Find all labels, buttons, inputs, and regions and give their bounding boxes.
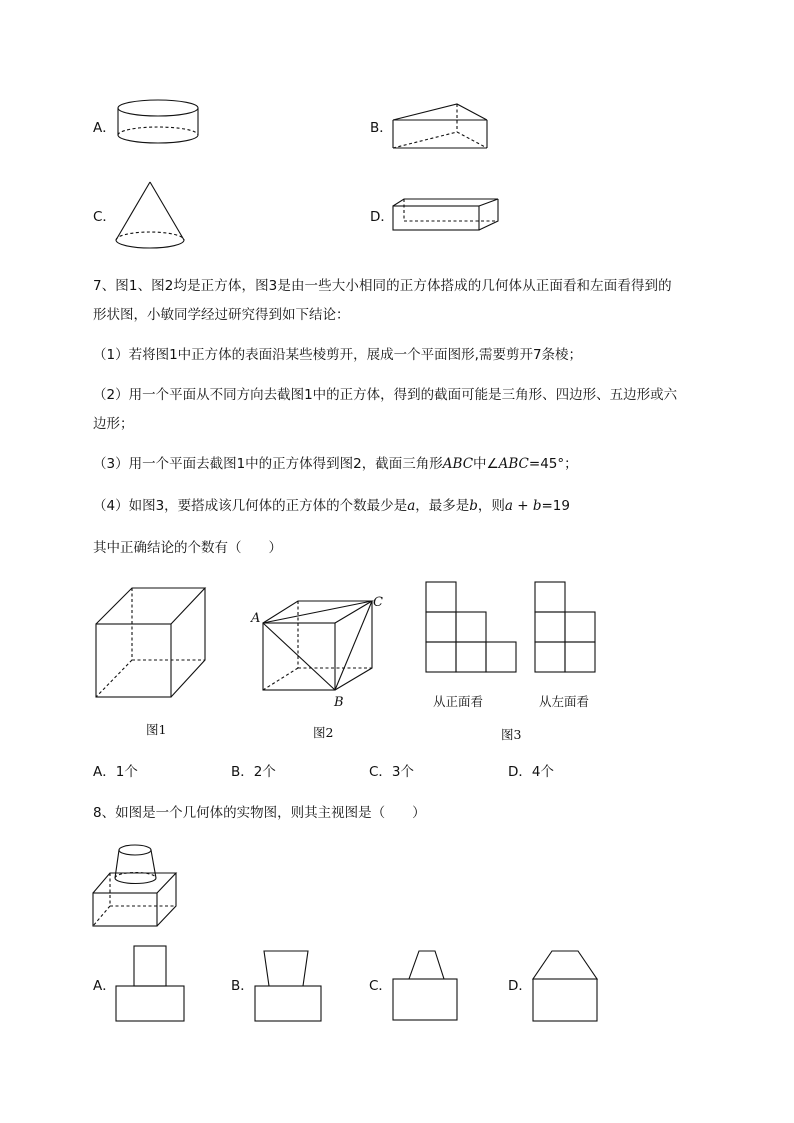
- figure-2-label-c: C: [373, 595, 383, 610]
- q8-question: 8、如图是一个几何体的实物图，则其主视图是（ ）: [93, 805, 426, 821]
- figure-3-front-view: [424, 580, 524, 680]
- figure-2-cube-section: [258, 598, 388, 713]
- q7-option-a: A．1个: [93, 764, 138, 780]
- rectangular-prism-figure: [390, 196, 505, 236]
- q7-intro-line1: 7、图1、图2均是正方体，图3是由一些大小相同的正方体搭成的几何体从正面看和左面看得到的: [93, 278, 672, 294]
- q8-option-a-label: A．: [93, 978, 116, 994]
- q7-statement-1: （1）若将图1中正方体的表面沿某些棱剪开，展成一个平面图形,需要剪开7条棱；: [93, 347, 583, 363]
- q8-option-b-label: B．: [231, 978, 254, 994]
- q6-option-a-label: A．: [93, 120, 116, 136]
- triangular-prism-figure: [390, 100, 500, 155]
- figure-2-label-b: B: [334, 695, 344, 710]
- figure-1-caption: 图1: [146, 722, 167, 737]
- q7-option-d: D．4个: [508, 764, 554, 780]
- q8-option-c-figure: [391, 949, 466, 1024]
- cylinder-figure: [112, 95, 212, 155]
- cone-figure: [112, 178, 202, 253]
- q8-option-b-figure: [252, 949, 327, 1024]
- q7-option-c: C．3个: [369, 764, 415, 780]
- left-view-caption: 从左面看: [539, 694, 590, 709]
- figure-2-caption: 图2: [313, 725, 334, 740]
- q7-statement-2-line2: 边形；: [93, 416, 134, 432]
- q7-option-b: B．2个: [231, 764, 276, 780]
- figure-2-label-a: A: [251, 611, 261, 626]
- q7-statement-2-line1: （2）用一个平面从不同方向去截图1中的正方体，得到的截面可能是三角形、四边形、五边形或六: [93, 387, 678, 403]
- q7-statement-3: （3）用一个平面去截图1中的正方体得到图2，截面三角形ABC中∠ABC=45°；: [93, 456, 578, 472]
- figure-3-left-view: [533, 580, 603, 680]
- q6-option-d-label: D．: [370, 209, 394, 225]
- front-view-caption: 从正面看: [433, 694, 484, 709]
- q8-solid-figure: [90, 840, 190, 932]
- q8-option-d-figure: [530, 949, 605, 1024]
- q7-question: 其中正确结论的个数有（ ）: [93, 540, 282, 556]
- q6-option-c-label: C．: [93, 209, 116, 225]
- q7-intro-line2: 形状图，小敏同学经过研究得到如下结论：: [93, 307, 350, 323]
- q6-option-b-label: B．: [370, 120, 393, 136]
- q7-statement-4: （4）如图3，要搭成该几何体的正方体的个数最少是a，最多是b，则a + b=19: [93, 498, 570, 514]
- q8-option-d-label: D．: [508, 978, 532, 994]
- figure-3-caption: 图3: [501, 727, 522, 742]
- q8-option-c-label: C．: [369, 978, 392, 994]
- figure-1-cube: [94, 578, 214, 703]
- q8-option-a-figure: [114, 944, 189, 1024]
